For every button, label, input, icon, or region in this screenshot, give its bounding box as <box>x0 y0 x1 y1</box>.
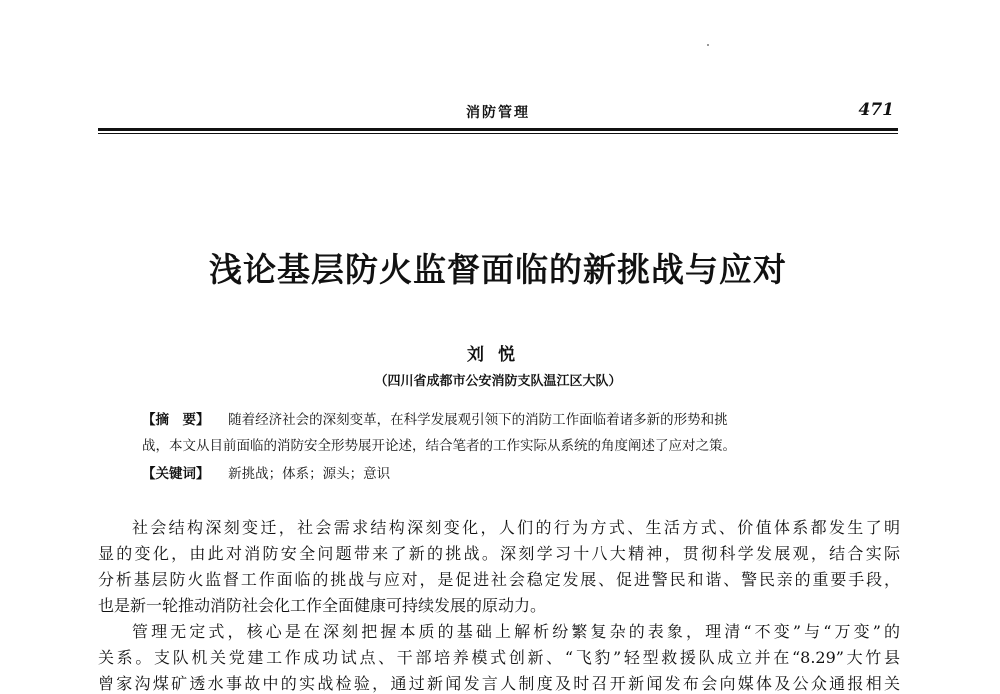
page-number: 471 <box>858 100 894 120</box>
abstract-text: 随着经济社会的深刻变革，在科学发展观引领下的消防工作面临着诸多新的形势和挑 <box>228 412 728 428</box>
abstract-line <box>142 407 854 433</box>
body-line: 关系。支队机关党建工作成功试点、干部培养模式创新、“飞豹”轻型救援队成立并在“8.29”大竹县 <box>98 648 900 667</box>
keywords-label: 【关键词】 <box>142 466 210 482</box>
scan-speck <box>707 44 709 46</box>
header-rule-thin <box>98 133 898 134</box>
body-line: 社会结构深刻变迁，社会需求结构深刻变化，人们的行为方式、生活方式、价值体系都发生了明 <box>132 518 900 537</box>
abstract-label: 【摘 要】 <box>142 412 210 428</box>
abstract-block <box>142 407 854 459</box>
article-body <box>98 515 900 694</box>
author-affiliation: （四川省成都市公安消防支队温江区大队） <box>374 374 622 389</box>
header-rule-thick <box>98 128 898 131</box>
body-line: 也是新一轮推动消防社会化工作全面健康可持续发展的原动力。 <box>98 596 547 615</box>
body-line: 曾家沟煤矿透水事故中的实战检验，通过新闻发言人制度及时召开新闻发布会向媒体及公众通报相关 <box>98 674 900 693</box>
author-name: 刘悦 <box>467 345 529 365</box>
abstract-line <box>142 433 854 459</box>
body-line: 分析基层防火监督工作面临的挑战与应对，是促进社会稳定发展、促进警民和谐、警民亲的重要手段， <box>98 570 900 589</box>
running-title: 消防管理 <box>466 105 530 121</box>
abstract-text: 战，本文从目前面临的消防安全形势展开论述，结合笔者的工作实际从系统的角度阐述了应对之策。 <box>142 438 736 454</box>
body-line: 显的变化，由此对消防安全问题带来了新的挑战。深刻学习十八大精神，贯彻科学发展观，结合实际 <box>98 544 900 563</box>
keywords-text: 新挑战；体系；源头；意识 <box>228 466 391 482</box>
article-title: 浅论基层防火监督面临的新挑战与应对 <box>209 250 787 289</box>
keywords-block <box>142 461 854 487</box>
running-header <box>98 100 898 126</box>
body-line: 管理无定式，核心是在深刻把握本质的基础上解析纷繁复杂的表象，理清“不变”与“万变”的 <box>132 622 900 641</box>
